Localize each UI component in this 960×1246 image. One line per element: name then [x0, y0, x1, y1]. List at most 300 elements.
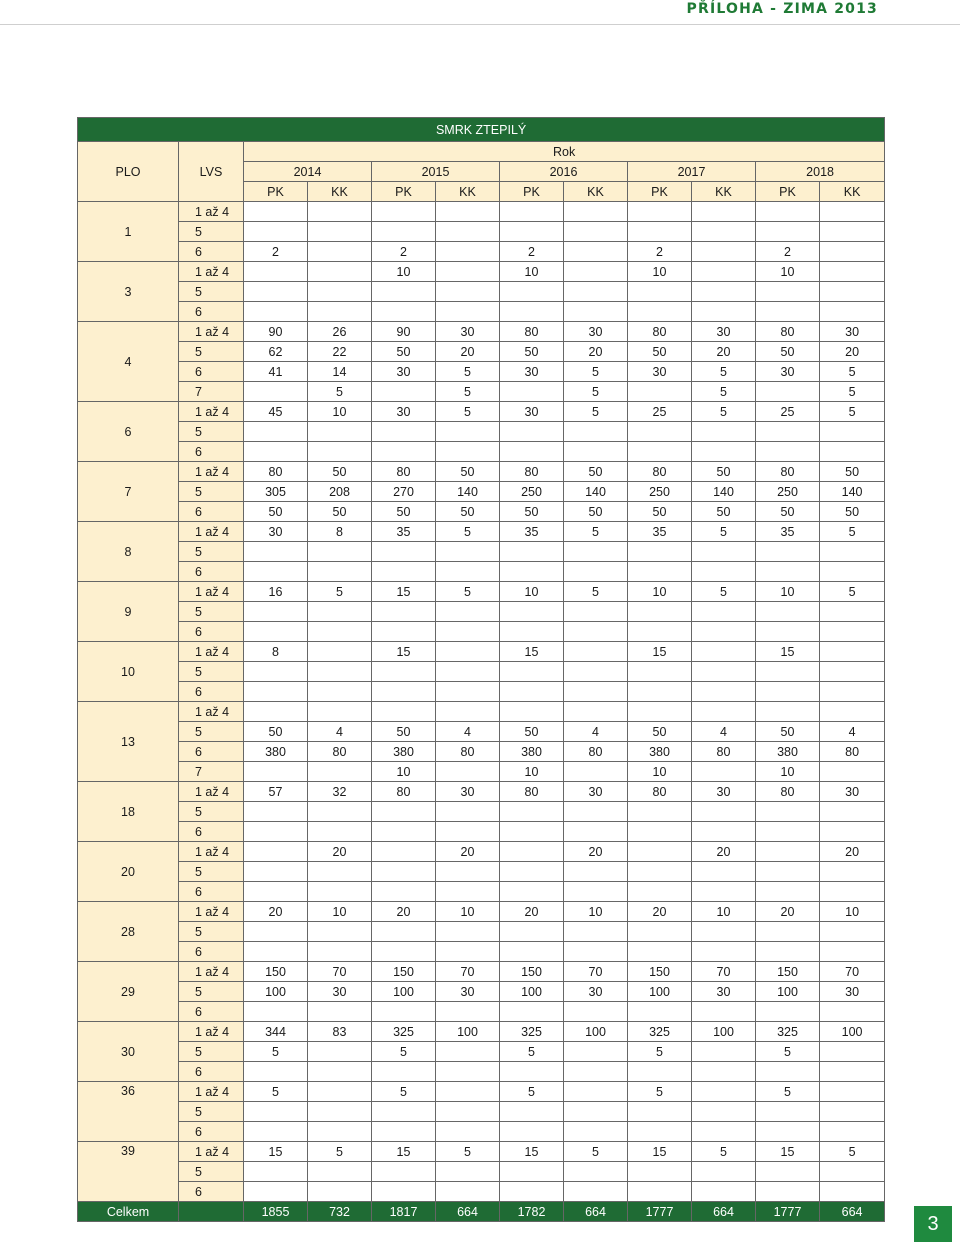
value-cell: [436, 1182, 500, 1202]
lvs-cell: 6: [179, 1002, 244, 1022]
value-cell: [372, 1002, 436, 1022]
value-cell: 15: [244, 1142, 308, 1162]
value-cell: [628, 682, 692, 702]
value-cell: [820, 882, 885, 902]
lvs-cell: 6: [179, 302, 244, 322]
value-cell: 5: [820, 582, 885, 602]
lvs-cell: 1 až 4: [179, 702, 244, 722]
value-cell: [756, 602, 820, 622]
value-cell: 50: [436, 502, 500, 522]
value-cell: [308, 1182, 372, 1202]
value-cell: [244, 222, 308, 242]
value-cell: [692, 802, 756, 822]
value-cell: 325: [372, 1022, 436, 1042]
value-cell: [308, 1122, 372, 1142]
value-cell: 5: [820, 362, 885, 382]
value-cell: 20: [436, 342, 500, 362]
value-cell: 50: [244, 502, 308, 522]
lvs-cell: 1 až 4: [179, 902, 244, 922]
value-cell: 5: [500, 1042, 564, 1062]
value-cell: [500, 702, 564, 722]
value-cell: [500, 562, 564, 582]
lvs-cell: 5: [179, 1162, 244, 1182]
value-cell: [564, 202, 628, 222]
value-cell: [244, 1062, 308, 1082]
value-cell: 10: [372, 762, 436, 782]
value-cell: [564, 882, 628, 902]
value-cell: [308, 702, 372, 722]
value-cell: [436, 802, 500, 822]
value-cell: 70: [820, 962, 885, 982]
value-cell: [436, 862, 500, 882]
lvs-cell: 7: [179, 762, 244, 782]
value-cell: 50: [756, 502, 820, 522]
value-cell: [692, 682, 756, 702]
value-cell: 4: [308, 722, 372, 742]
value-cell: 30: [372, 402, 436, 422]
value-cell: 5: [564, 1142, 628, 1162]
value-cell: 25: [628, 402, 692, 422]
lvs-cell: 6: [179, 682, 244, 702]
value-cell: 5: [372, 1042, 436, 1062]
value-cell: 100: [628, 982, 692, 1002]
lvs-cell: 6: [179, 242, 244, 262]
value-cell: [820, 822, 885, 842]
value-cell: 4: [564, 722, 628, 742]
value-cell: [244, 382, 308, 402]
value-cell: 50: [628, 502, 692, 522]
value-cell: [820, 1002, 885, 1022]
value-cell: [436, 1102, 500, 1122]
value-cell: [756, 422, 820, 442]
value-cell: 41: [244, 362, 308, 382]
value-cell: [756, 382, 820, 402]
table-row: [78, 222, 885, 242]
value-cell: [628, 1122, 692, 1142]
value-cell: [628, 202, 692, 222]
value-cell: [756, 702, 820, 722]
lvs-cell: 1 až 4: [179, 1142, 244, 1162]
subcol-header: PK: [244, 182, 308, 202]
subcol-header: KK: [692, 182, 756, 202]
value-cell: [244, 302, 308, 322]
value-cell: 50: [628, 342, 692, 362]
table-row: [78, 802, 885, 822]
value-cell: 100: [244, 982, 308, 1002]
value-cell: 50: [372, 342, 436, 362]
value-cell: [564, 822, 628, 842]
value-cell: 10: [372, 262, 436, 282]
value-cell: [756, 222, 820, 242]
value-cell: [372, 922, 436, 942]
value-cell: 20: [820, 842, 885, 862]
table-row: [78, 1042, 885, 1062]
value-cell: 30: [500, 362, 564, 382]
value-cell: [756, 442, 820, 462]
plo-cell: 29: [78, 962, 179, 1022]
value-cell: 5: [820, 1142, 885, 1162]
value-cell: [244, 702, 308, 722]
value-cell: [628, 882, 692, 902]
plo-cell: 18: [78, 782, 179, 842]
value-cell: [820, 562, 885, 582]
value-cell: [372, 382, 436, 402]
value-cell: [564, 1082, 628, 1102]
value-cell: [244, 1162, 308, 1182]
value-cell: [628, 1182, 692, 1202]
value-cell: [628, 422, 692, 442]
value-cell: 62: [244, 342, 308, 362]
value-cell: [244, 842, 308, 862]
value-cell: 26: [308, 322, 372, 342]
plo-cell: 3: [78, 262, 179, 322]
value-cell: 50: [756, 722, 820, 742]
value-cell: 10: [500, 762, 564, 782]
lvs-cell: 5: [179, 482, 244, 502]
value-cell: 8: [244, 642, 308, 662]
value-cell: [564, 802, 628, 822]
value-cell: 5: [436, 402, 500, 422]
value-cell: [308, 762, 372, 782]
value-cell: [756, 862, 820, 882]
subcol-header: KK: [436, 182, 500, 202]
value-cell: 5: [564, 522, 628, 542]
value-cell: 10: [756, 582, 820, 602]
table-row: [78, 302, 885, 322]
value-cell: 380: [628, 742, 692, 762]
value-cell: 70: [564, 962, 628, 982]
value-cell: 5: [692, 522, 756, 542]
value-cell: 5: [564, 402, 628, 422]
value-cell: [820, 422, 885, 442]
value-cell: [756, 302, 820, 322]
value-cell: [308, 922, 372, 942]
value-cell: [756, 282, 820, 302]
value-cell: 5: [692, 582, 756, 602]
value-cell: 100: [436, 1022, 500, 1042]
plo-cell: 6: [78, 402, 179, 462]
subcol-header: PK: [372, 182, 436, 202]
value-cell: [628, 442, 692, 462]
value-cell: [436, 202, 500, 222]
value-cell: [564, 922, 628, 942]
value-cell: 70: [692, 962, 756, 982]
value-cell: 5: [308, 382, 372, 402]
value-cell: [500, 422, 564, 442]
lvs-cell: 1 až 4: [179, 1022, 244, 1042]
value-cell: [372, 442, 436, 462]
value-cell: [628, 222, 692, 242]
value-cell: [564, 1002, 628, 1022]
year-header: 2018: [756, 162, 885, 182]
value-cell: [692, 222, 756, 242]
value-cell: [564, 602, 628, 622]
value-cell: 2: [628, 242, 692, 262]
value-cell: [692, 822, 756, 842]
value-cell: 30: [436, 782, 500, 802]
value-cell: [820, 602, 885, 622]
value-cell: 100: [756, 982, 820, 1002]
value-cell: 15: [372, 642, 436, 662]
page-number: 3: [914, 1206, 952, 1242]
value-cell: 83: [308, 1022, 372, 1042]
value-cell: [308, 242, 372, 262]
value-cell: 30: [692, 982, 756, 1002]
value-cell: [820, 1162, 885, 1182]
value-cell: 35: [500, 522, 564, 542]
value-cell: [564, 262, 628, 282]
value-cell: [564, 282, 628, 302]
value-cell: 5: [308, 1142, 372, 1162]
lvs-cell: 6: [179, 562, 244, 582]
value-cell: [692, 922, 756, 942]
value-cell: 5: [436, 1142, 500, 1162]
value-cell: 35: [628, 522, 692, 542]
value-cell: [244, 1002, 308, 1022]
value-cell: 15: [500, 642, 564, 662]
value-cell: [756, 1122, 820, 1142]
value-cell: [692, 1042, 756, 1062]
lvs-cell: 1 až 4: [179, 402, 244, 422]
value-cell: [820, 1082, 885, 1102]
value-cell: [244, 442, 308, 462]
value-cell: 15: [756, 642, 820, 662]
value-cell: [820, 542, 885, 562]
value-cell: 30: [564, 982, 628, 1002]
value-cell: 5: [692, 402, 756, 422]
value-cell: [564, 642, 628, 662]
lvs-cell: 6: [179, 742, 244, 762]
value-cell: 5: [564, 382, 628, 402]
value-cell: [820, 802, 885, 822]
value-cell: 35: [372, 522, 436, 542]
value-cell: [308, 682, 372, 702]
value-cell: 80: [628, 462, 692, 482]
value-cell: [244, 922, 308, 942]
value-cell: 80: [628, 782, 692, 802]
value-cell: 150: [372, 962, 436, 982]
plo-cell: 10: [78, 642, 179, 702]
value-cell: [692, 762, 756, 782]
value-cell: [500, 1002, 564, 1022]
value-cell: 100: [372, 982, 436, 1002]
value-cell: [308, 802, 372, 822]
lvs-cell: 5: [179, 222, 244, 242]
value-cell: 30: [820, 782, 885, 802]
value-cell: [820, 642, 885, 662]
value-cell: [372, 542, 436, 562]
value-cell: [692, 662, 756, 682]
value-cell: 10: [628, 762, 692, 782]
value-cell: [436, 1062, 500, 1082]
value-cell: [244, 802, 308, 822]
total-value-cell: 1777: [628, 1202, 692, 1222]
table-row: [78, 242, 885, 262]
value-cell: 5: [372, 1082, 436, 1102]
value-cell: 30: [692, 322, 756, 342]
value-cell: [692, 1122, 756, 1142]
value-cell: [756, 822, 820, 842]
value-cell: [500, 382, 564, 402]
value-cell: [372, 842, 436, 862]
value-cell: [308, 642, 372, 662]
value-cell: [692, 442, 756, 462]
table-row: [78, 342, 885, 362]
value-cell: [564, 302, 628, 322]
value-cell: [372, 1062, 436, 1082]
value-cell: 30: [436, 322, 500, 342]
value-cell: 30: [756, 362, 820, 382]
value-cell: 5: [308, 582, 372, 602]
value-cell: 50: [244, 722, 308, 742]
value-cell: [436, 222, 500, 242]
value-cell: [820, 1102, 885, 1122]
value-cell: [372, 1102, 436, 1122]
table-row: [78, 282, 885, 302]
value-cell: [372, 702, 436, 722]
lvs-cell: 6: [179, 502, 244, 522]
value-cell: [756, 662, 820, 682]
lvs-cell: 6: [179, 362, 244, 382]
value-cell: [500, 862, 564, 882]
value-cell: 5: [500, 1082, 564, 1102]
value-cell: 4: [436, 722, 500, 742]
value-cell: [756, 1002, 820, 1022]
lvs-cell: 5: [179, 722, 244, 742]
value-cell: [372, 202, 436, 222]
value-cell: [372, 1182, 436, 1202]
lvs-cell: 6: [179, 1182, 244, 1202]
value-cell: [436, 562, 500, 582]
value-cell: 5: [436, 522, 500, 542]
value-cell: 70: [436, 962, 500, 982]
subcol-header: KK: [564, 182, 628, 202]
value-cell: [564, 422, 628, 442]
lvs-cell: 7: [179, 382, 244, 402]
value-cell: 30: [564, 782, 628, 802]
value-cell: 80: [628, 322, 692, 342]
table-row: [78, 322, 885, 342]
value-cell: [628, 1002, 692, 1022]
value-cell: [308, 222, 372, 242]
value-cell: [628, 662, 692, 682]
value-cell: 57: [244, 782, 308, 802]
value-cell: [628, 542, 692, 562]
value-cell: 20: [692, 842, 756, 862]
value-cell: [436, 302, 500, 322]
value-cell: [436, 1082, 500, 1102]
value-cell: [628, 802, 692, 822]
table-row: [78, 842, 885, 862]
value-cell: [564, 562, 628, 582]
table-row: [78, 982, 885, 1002]
table-row: [78, 582, 885, 602]
value-cell: [628, 702, 692, 722]
value-cell: [564, 862, 628, 882]
value-cell: [308, 862, 372, 882]
value-cell: [308, 542, 372, 562]
value-cell: [564, 1162, 628, 1182]
lvs-header: LVS: [179, 142, 244, 202]
value-cell: 10: [308, 402, 372, 422]
value-cell: [244, 662, 308, 682]
value-cell: 20: [756, 902, 820, 922]
table-row: [78, 1182, 885, 1202]
value-cell: 50: [500, 342, 564, 362]
value-cell: 80: [820, 742, 885, 762]
value-cell: [564, 682, 628, 702]
table-row: [78, 962, 885, 982]
lvs-cell: 5: [179, 982, 244, 1002]
value-cell: [436, 702, 500, 722]
value-cell: [500, 282, 564, 302]
plo-cell: 20: [78, 842, 179, 902]
value-cell: [756, 202, 820, 222]
value-cell: [436, 822, 500, 842]
plo-cell: 9: [78, 582, 179, 642]
value-cell: [372, 882, 436, 902]
value-cell: [628, 622, 692, 642]
value-cell: [244, 1182, 308, 1202]
value-cell: [692, 1062, 756, 1082]
value-cell: 344: [244, 1022, 308, 1042]
value-cell: [692, 882, 756, 902]
value-cell: 250: [500, 482, 564, 502]
value-cell: 100: [564, 1022, 628, 1042]
value-cell: [820, 922, 885, 942]
value-cell: 50: [500, 502, 564, 522]
table-row: [78, 542, 885, 562]
value-cell: [692, 642, 756, 662]
value-cell: 90: [244, 322, 308, 342]
lvs-cell: 1 až 4: [179, 262, 244, 282]
value-cell: 5: [628, 1042, 692, 1062]
table-row: [78, 942, 885, 962]
lvs-cell: 1 až 4: [179, 582, 244, 602]
total-value-cell: 732: [308, 1202, 372, 1222]
value-cell: [372, 282, 436, 302]
value-cell: [628, 1062, 692, 1082]
value-cell: [500, 822, 564, 842]
value-cell: 10: [756, 262, 820, 282]
value-cell: [500, 1122, 564, 1142]
value-cell: 20: [692, 342, 756, 362]
value-cell: [436, 922, 500, 942]
value-cell: 10: [436, 902, 500, 922]
lvs-cell: 1 až 4: [179, 962, 244, 982]
value-cell: [692, 942, 756, 962]
subcol-header: PK: [628, 182, 692, 202]
value-cell: [436, 602, 500, 622]
value-cell: [820, 702, 885, 722]
value-cell: 50: [628, 722, 692, 742]
value-cell: 20: [308, 842, 372, 862]
value-cell: [372, 862, 436, 882]
value-cell: [564, 762, 628, 782]
subcol-header: PK: [500, 182, 564, 202]
value-cell: 208: [308, 482, 372, 502]
value-cell: [372, 302, 436, 322]
table-row: [78, 402, 885, 422]
value-cell: 10: [308, 902, 372, 922]
value-cell: 80: [244, 462, 308, 482]
value-cell: [628, 942, 692, 962]
value-cell: 2: [372, 242, 436, 262]
table-row: [78, 922, 885, 942]
value-cell: [372, 802, 436, 822]
value-cell: 80: [756, 782, 820, 802]
value-cell: [628, 842, 692, 862]
